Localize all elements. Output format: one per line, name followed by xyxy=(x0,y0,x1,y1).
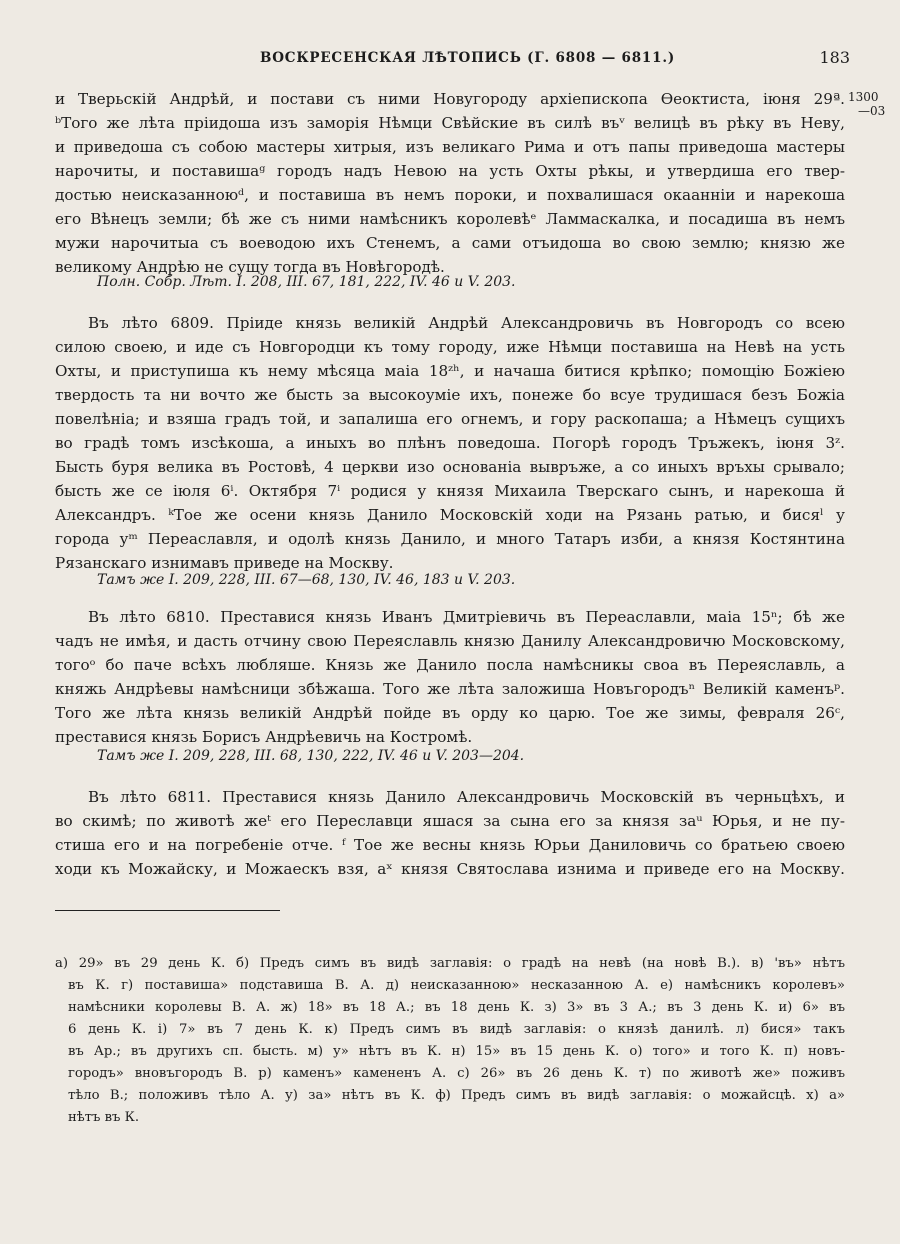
body-line: стиша его и на погребеніе отче. ᶠ Тое же весны князь Юрьи Даниловичь со братьею своею xyxy=(55,836,845,854)
body-line-year-6811: Въ лѣто 6811. Преставися князь Данило Александровичь Московскій въ черньцѣхъ, и xyxy=(88,788,845,806)
body-line-year-6809: Въ лѣто 6809. Пріиде князь великій Андрѣй Александровичь въ Новгородъ со всею xyxy=(88,314,845,332)
source-reference: Тамъ же I. 209, 228, III. 68, 130, 222, IV. 46 и V. 203—204. xyxy=(97,748,525,764)
footnote-line: тѣло В.; положивъ тѣло А. у) за» нѣтъ въ К. ф) Предъ симъ въ видѣ заглавія: о можайсцѣ. х) а» xyxy=(68,1088,845,1103)
body-line: княжь Андрѣевы намѣсници збѣжаша. Того же лѣта заложиша Новъгородъⁿ Великій каменъᵖ. xyxy=(55,680,845,698)
body-line: чадъ не имѣя, и дасть отчину свою Переяславль князю Данилу Александровичю Московскому, xyxy=(55,632,845,650)
footnote-line: намѣсники королевы В. А. ж) 18» въ 18 А.; въ 18 день К. з) 3» въ 3 А.; въ 3 день К. и) 6» въ xyxy=(68,1000,845,1015)
source-reference: Тамъ же I. 209, 228, III. 67—68, 130, IV. 46, 183 и V. 203. xyxy=(97,572,516,588)
body-line: во скимѣ; по животѣ жеᵗ его Переславци яшася за сына его за князя заᵘ Юрья, и не пу- xyxy=(55,812,845,830)
body-line: твердость та ни вочто же бысть за высокоуміе ихъ, понеже бо всуе трудишася безъ Божіа xyxy=(55,386,845,404)
body-line-year-6810: Въ лѣто 6810. Преставися князь Иванъ Дмитріевичь въ Переаславли, маіа 15ⁿ; бѣ же xyxy=(88,608,845,626)
body-line: бысть же се іюля 6ⁱ. Октября 7ⁱ родися у князя Михаила Тверскаго сынъ, и нарекоша й xyxy=(55,482,845,500)
source-reference: Полн. Собр. Лѣт. I. 208, III. 67, 181, 222, IV. 46 и V. 203. xyxy=(97,274,516,290)
body-line: города уᵐ Переаславля, и одолѣ князь Данило, и много Татаръ изби, а князя Костянтина xyxy=(55,530,845,548)
body-line: мужи нарочитыа съ воеводою ихъ Стенемъ, а сами отъидоша во свою землю; князю же xyxy=(55,234,845,252)
body-line: и Тверьскій Андрѣй, и постави съ ними Новугороду архіепископа Ѳеоктиста, іюня 29ª. xyxy=(55,90,845,108)
body-line: Того же лѣта князь великій Андрѣй пойде въ орду ко царю. Тое же зимы, февраля 26ᶜ, xyxy=(55,704,845,722)
footnote-rule xyxy=(55,910,280,911)
body-line: повелѣніа; и взяша градъ той, и запалиша его огнемъ, и гору раскопаша; а Нѣмецъ сущихъ xyxy=(55,410,845,428)
body-line: и приведоша съ собою мастеры хитрыя, изъ великаго Рима и отъ папы приведоша мастеры xyxy=(55,138,845,156)
body-line: Александръ. ᵏТое же осени князь Данило Московскій ходи на Рязань ратью, и бисяˡ у xyxy=(55,506,845,524)
running-head xyxy=(40,50,850,74)
footnote-line: городъ» вновъгородъ В. р) каменъ» камененъ А. с) 26» въ 26 день К. т) по животѣ же» поживъ xyxy=(68,1066,845,1081)
body-line: ходи къ Можайску, и Можаескъ взя, аˣ князя Святослава изнима и приведе его на Москву. xyxy=(55,860,845,878)
footnote-line: нѣтъ въ К. xyxy=(68,1110,140,1125)
body-line: во градѣ томъ изсѣкоша, а иныхъ во плѣнъ поведоша. Погорѣ городъ Тръжекъ, іюня 3ᶻ. xyxy=(55,434,845,452)
body-line: его Вѣнецъ земли; бѣ же съ ними намѣсникъ королевѣᵉ Ламмаскалка, и посадиша въ немъ xyxy=(55,210,845,228)
footnote-line: въ К. г) поставиша» подставиша В. А. д) неисказанною» несказанною А. е) намѣсникъ королевъ» xyxy=(68,978,845,993)
body-line: нарочиты, и поставишаᵍ городъ надъ Невою на усть Охты рѣкы, и утвердиша его твер- xyxy=(55,162,845,180)
page-number: 183 xyxy=(819,48,850,67)
body-line: преставися князь Борисъ Андрѣевичь на Костромѣ. xyxy=(55,728,473,746)
body-line: Охты, и приступиша къ нему мѣсяца маіа 18ᶻʰ, и начаша битися крѣпко; помощію Божіею xyxy=(55,362,845,380)
body-line: великому Андрѣю не сущу тогда въ Новѣгородѣ. xyxy=(55,258,445,276)
body-line: Рязанскаго изнимавъ приведе на Москву. xyxy=(55,554,394,572)
footnote-line: а) 29» въ 29 день К. б) Предъ симъ въ видѣ заглавія: о градѣ на невѣ (на новѣ В.). в) 'въ» нѣтъ xyxy=(55,956,845,971)
footnote-line: 6 день К. і) 7» въ 7 день К. к) Предъ симъ въ видѣ заглавія: о князѣ данилѣ. л) бися» такъ xyxy=(68,1022,845,1037)
running-title: ВОСКРЕСЕНСКАЯ ЛѢТОПИСЬ (Г. 6808 — 6811.) xyxy=(260,50,676,66)
body-line: достью неисказанноюᵈ, и поставиша въ немъ пороки, и похвалишася окаанніи и нарекоша xyxy=(55,186,845,204)
body-line: тогоᵒ бо паче всѣхъ любляше. Князь же Данило посла намѣсникы своа въ Переяславль, а xyxy=(55,656,845,674)
body-line: силою своею, и иде съ Новгородци къ тому городу, иже Нѣмци поставиша на Невѣ на усть xyxy=(55,338,845,356)
body-line: ᵇТого же лѣта пріидоша изъ заморія Нѣмци Свѣйские въ силѣ въᵛ велицѣ въ рѣку въ Неву, xyxy=(55,114,845,132)
margin-note-years: 1300 xyxy=(848,90,879,104)
margin-note-years-end: —03 xyxy=(858,104,886,118)
body-line: Бысть буря велика въ Ростовѣ, 4 церкви изо основаніа вывръже, а со иныхъ връхы срывало; xyxy=(55,458,845,476)
footnote-line: въ Ар.; въ другихъ сп. бысть. м) у» нѣтъ въ К. н) 15» въ 15 день К. о) того» и того К. п) новъ- xyxy=(68,1044,845,1059)
